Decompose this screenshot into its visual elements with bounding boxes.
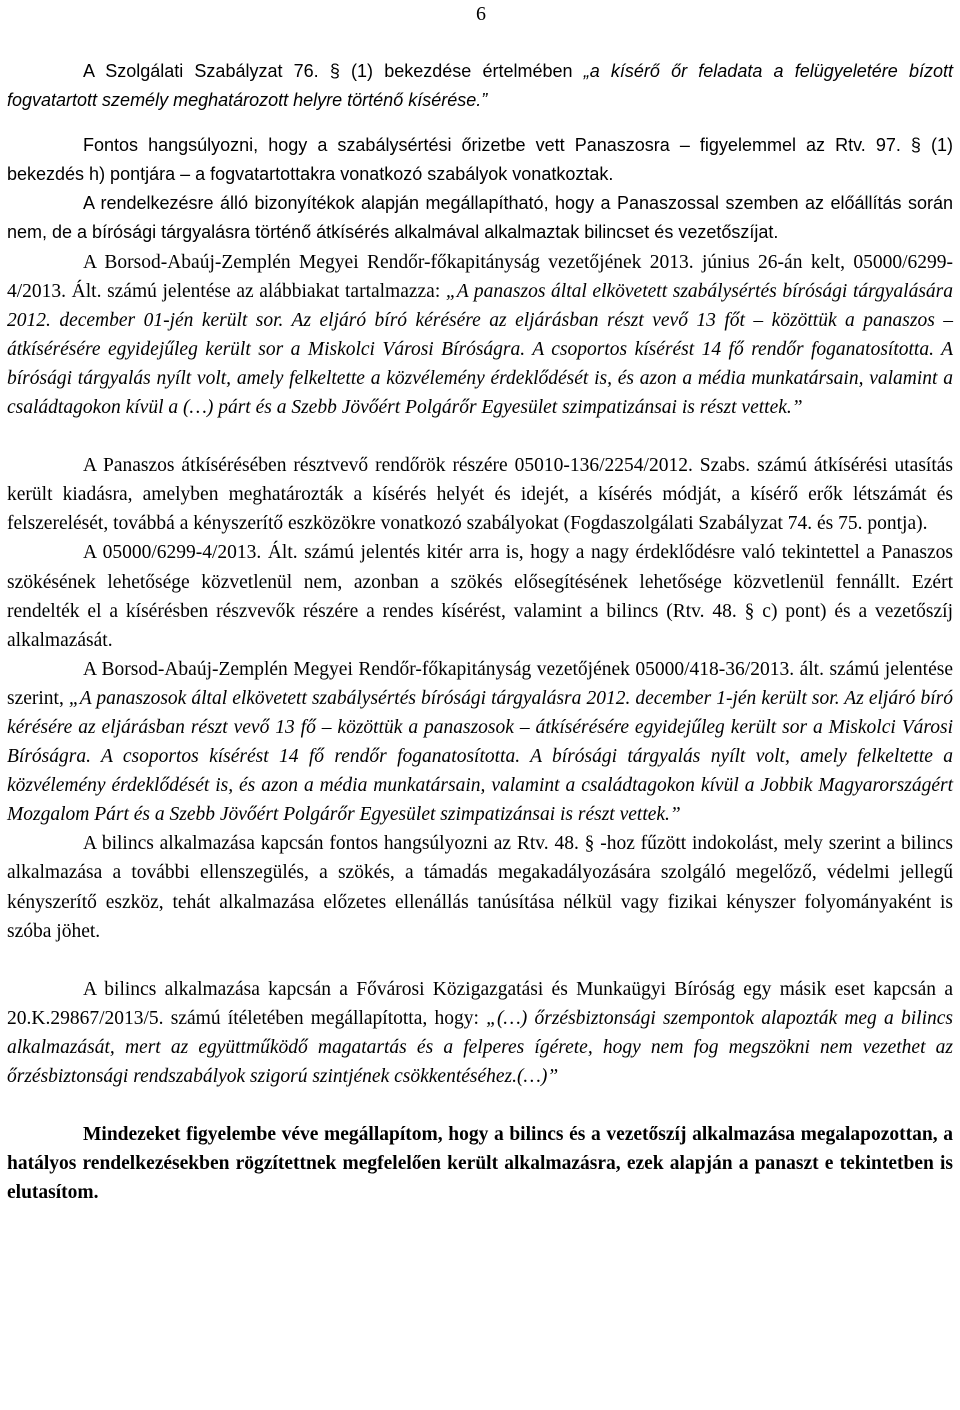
paragraph-jelentes-418 (7, 655, 953, 830)
paragraph-megallapitas (7, 1120, 953, 1207)
quote-text: „a kísérő őr feladata a felügyeletére bízott fogvatartott személy meghatározott helyre történő kísérése.” (7, 61, 953, 111)
paragraph-bizonyitekok: A rendelkezésre álló bizonyítékok alapján megállapítható, hogy a Panaszossal szemben az előállítás során nem, de a bírósági tárgyalásra történő átkísérés alkalmával alkalmaztak bilincset és vezetőszíjat. (7, 193, 953, 243)
paragraph-fontos-hangsulyozni: Fontos hangsúlyozni, hogy a szabálysértési őrizetbe vett Panaszosra – figyelemmel az Rtv. 97. § (1) bekezdés h) pontjára – a fogvatartottakra vonatkozó szabályok vonatkoztak. (7, 135, 953, 185)
quote-text: „(…) őrzésbiztonsági szempontok alapozták meg a bilincs alkalmazását, mert az együttműködő magatartás és a felperes ígérete, hogy nem fog megszökni nem vezethet az őrzésbiztonsági rendszabályok szigorú szintjének csökkentéséhez.(…)” (7, 1007, 953, 1087)
paragraph-text: A Borsod-Abaúj-Zemplén Megyei Rendőr-főkapitányság vezetőjének 2013. június 26-án kelt, 05000/6299-4/2013. Ált. számú jelentése az alábbiakat tartalmazza: (7, 251, 953, 302)
paragraph-text: A bilincs alkalmazása kapcsán a Fővárosi Közigazgatási és Munkaügyi Bíróság egy másik eset kapcsán a 20.K.29867/2013/5. számú ítéletében megállapította, hogy: (7, 978, 953, 1029)
quote-text: „A panaszosok által elkövetett szabálysértés bírósági tárgyalásra 2012. december 1-jén került sor. Az eljáró bíró kérésére az eljárásban részt vevő 13 fő – közöttük a panaszosok – átkísérésére egyidejűleg került sor a Miskolci Városi Bíróságra. A csoportos kísérést 14 fő rendőr foganatosította. A bírósági tárgyalás nyílt volt, amely felkeltette a közvélemény érdeklődését is, és azon a média munkatársain, valamint a családtagokon kívül a Jobbik Magyarországért Mozgalom Párt és a Szebb Jövőért Polgárőr Egyesület szimpatizánsai is részt vettek.” (7, 687, 953, 826)
paragraph-atkiseresi-utasitas: A Panaszos átkísérésében résztvevő rendőrök részére 05010-136/2254/2012. Szabs. számú átkísérési utasítás került kiadásra, amelyben meghatározták a kísérés helyét és idejét, a kísérés módját, a kísérő erők létszámát és felszerelését, továbbá a kényszerítő eszközökre vonatkozó szabályokat (Fogdaszolgálati Szabályzat 74. és 75. pontja). (7, 455, 953, 535)
paragraph-text: A Borsod-Abaúj-Zemplén Megyei Rendőr-főkapitányság vezetőjének 05000/418-36/2013. ált. számú jelentése szerint, (7, 658, 953, 709)
conclusion-text: Mindezeket figyelembe véve megállapítom, hogy a bilincs és a vezetőszíj alkalmazása megalapozottan, a hatályos rendelkezésekben rögzítettnek megfelelően került alkalmazásra, ezek alapján a panaszt e tekintetben is elutasítom. (7, 1124, 953, 1204)
page-number: 6 (476, 3, 486, 25)
paragraph-szolgalati-szabalyzat (7, 57, 953, 115)
paragraph-jelentes-2013 (7, 248, 953, 423)
quote-text: „A panaszos által elkövetett szabálysértés bírósági tárgyalására 2012. december 01-jén került sor. Az eljáró bíró kérésére az eljárásban részt vevő 13 főt – közöttük a panaszos – átkísérésére egyidejűleg került sor a Miskolci Városi Bíróságra. A csoportos kísérést 14 fő rendőr foganatosította. A bírósági tárgyalás nyílt volt, amely felkeltette a közvélemény érdeklődését is, és azon a média munkatársain, valamint a családtagokon kívül a (…) párt és a Szebb Jövőért Polgárőr Egyesület szimpatizánsai is részt vettek.” (7, 280, 953, 419)
document-body (7, 57, 953, 1207)
paragraph-birosagi-itelet (7, 975, 953, 1091)
paragraph-bilincs-indokolas: A bilincs alkalmazása kapcsán fontos hangsúlyozni az Rtv. 48. § -hoz fűzött indokolást, mely szerint a bilincs alkalmazása a további ellenszegülés, a szökés, a támadás megakadályozására szolgáló megelőző, védelmi jellegű kényszerítő eszköz, tehát alkalmazása előzetes ellenállás tanúsítása nélkül vagy fizikai kényszer folyományaként is szóba jöhet. (7, 833, 953, 942)
paragraph-text: A Szolgálati Szabályzat 76. § (1) bekezdése értelmében (83, 61, 584, 81)
paragraph-szokes-lehetosege: A 05000/6299-4/2013. Ált. számú jelentés kitér arra is, hogy a nagy érdeklődésre való tekintettel a Panaszos szökésének lehetősége közvetlenül nem, azonban a szökés elősegítésének lehetősége közvetlenül fennállt. Ezért rendelték el a kísérésben részvevők részére a rendes kísérést, valamint a bilincs (Rtv. 48. § c) pont) és a vezetőszíj alkalmazását. (7, 542, 953, 651)
